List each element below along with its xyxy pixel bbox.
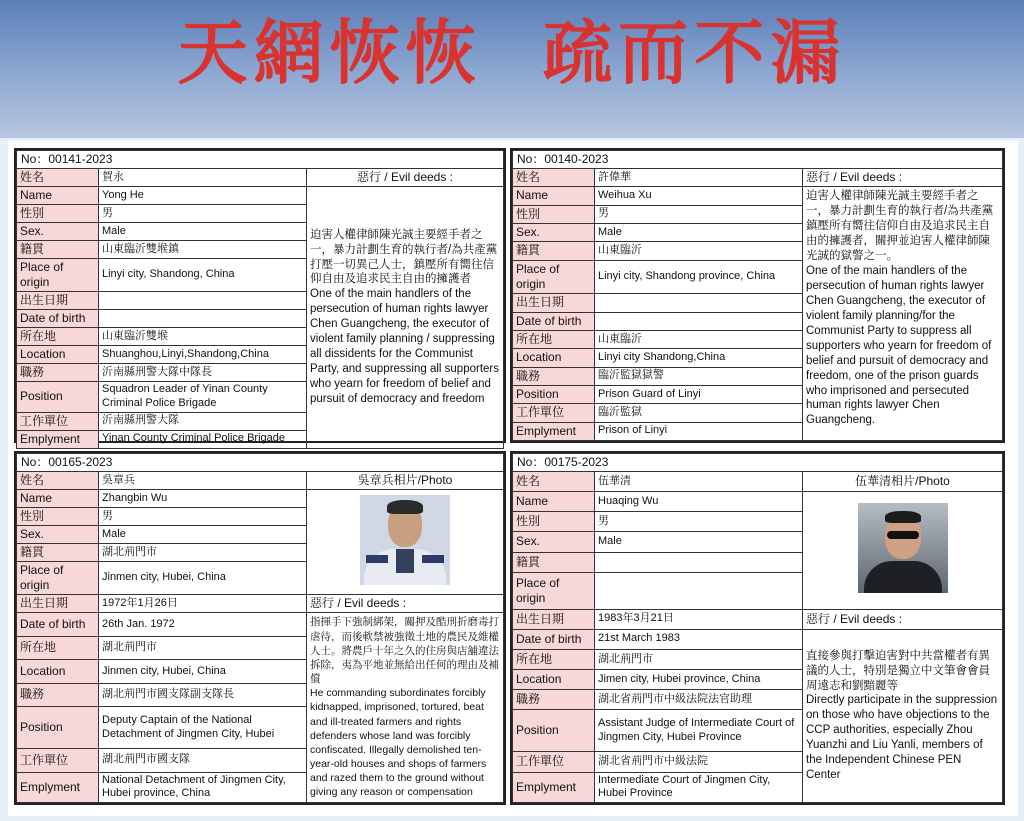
label-location-zh: 所在地 bbox=[17, 328, 99, 346]
label-sex-en: Sex. bbox=[513, 532, 595, 552]
label-work-zh: 工作單位 bbox=[17, 412, 99, 430]
position-en-value: Assistant Judge of Intermediate Court of Jingmen City, Hubei Province bbox=[595, 710, 803, 752]
sex-zh-value: 男 bbox=[99, 205, 307, 223]
name-zh-value: 伍華清 bbox=[595, 472, 803, 492]
card-number: No：00140-2023 bbox=[513, 151, 1003, 169]
label-sex-zh: 性別 bbox=[513, 512, 595, 532]
work-zh-value: 湖北荊門市國支隊 bbox=[99, 749, 307, 773]
location-en-value: Linyi city Shandong,China bbox=[595, 349, 803, 367]
work-zh-value: 湖北省荊門市中級法院 bbox=[595, 752, 803, 772]
person-photo bbox=[360, 495, 450, 585]
label-work-zh: 工作單位 bbox=[513, 404, 595, 422]
label-position-en: Position bbox=[17, 382, 99, 413]
dob-zh-value: 1972年1月26日 bbox=[99, 595, 307, 613]
label-work-zh: 工作單位 bbox=[513, 752, 595, 772]
position-zh-value: 沂南縣刑警大隊中隊長 bbox=[99, 364, 307, 382]
label-dob-zh: 出生日期 bbox=[17, 292, 99, 310]
wanted-card-00165 bbox=[14, 451, 506, 805]
label-location-en: Location bbox=[17, 346, 99, 364]
label-origin-zh: 籍貫 bbox=[17, 544, 99, 562]
label-sex-en: Sex. bbox=[17, 526, 99, 544]
work-en-value: National Detachment of Jingmen City, Hubei province, China bbox=[99, 772, 307, 803]
label-dob-en: Date of birth bbox=[17, 613, 99, 636]
origin-en-value: Linyi city, Shandong, China bbox=[99, 259, 307, 292]
card-number: No：00141-2023 bbox=[17, 151, 504, 169]
label-work-zh: 工作單位 bbox=[17, 749, 99, 773]
sex-en-value: Male bbox=[99, 223, 307, 241]
origin-zh-value: 山東臨沂 bbox=[595, 242, 803, 260]
position-en-value: Prison Guard of Linyi bbox=[595, 385, 803, 403]
position-zh-value: 湖北荊門市國支隊副支隊長 bbox=[99, 683, 307, 706]
sex-zh-value: 男 bbox=[595, 205, 803, 223]
position-zh-value: 湖北省荊門市中級法院法官助理 bbox=[595, 690, 803, 710]
label-origin-en: Place of origin bbox=[17, 259, 99, 292]
label-sex-en: Sex. bbox=[513, 223, 595, 241]
name-zh-value: 賀永 bbox=[99, 169, 307, 187]
location-zh-value: 山東臨沂雙堠 bbox=[99, 328, 307, 346]
photo-cell bbox=[307, 490, 504, 595]
name-en-value: Zhangbin Wu bbox=[99, 490, 307, 508]
header-banner bbox=[0, 0, 1024, 138]
wanted-card-00141 bbox=[14, 148, 506, 446]
label-position-zh: 職務 bbox=[17, 683, 99, 706]
sex-zh-value: 男 bbox=[99, 508, 307, 526]
label-sex-zh: 性別 bbox=[17, 508, 99, 526]
label-name-en: Name bbox=[513, 492, 595, 512]
label-position-zh: 職務 bbox=[513, 367, 595, 385]
deeds-zh: 指揮手下強制綁架，關押及酷刑折磨毒打虐待，而後軟禁被強徵土地的農民及維權人士。將農戶十年之久的住房與店舖違法拆除，夷為平地並無給出任何的理由及補償 bbox=[310, 616, 499, 686]
sex-en-value: Male bbox=[595, 223, 803, 241]
dob-en-value bbox=[99, 310, 307, 328]
work-zh-value: 沂南縣刑警大隊 bbox=[99, 412, 307, 430]
label-location-en: Location bbox=[513, 670, 595, 690]
evil-deeds-text bbox=[803, 187, 1003, 441]
location-zh-value: 山東臨沂 bbox=[595, 330, 803, 348]
label-dob-zh: 出生日期 bbox=[17, 595, 99, 613]
label-work-en: Emplyment bbox=[513, 422, 595, 440]
wanted-card-00175 bbox=[510, 451, 1005, 805]
label-origin-zh: 籍貫 bbox=[513, 552, 595, 572]
photo-caption: 伍華清相片/Photo bbox=[803, 472, 1003, 492]
origin-zh-value: 湖北荊門市 bbox=[99, 544, 307, 562]
deeds-zh: 直接參與打擊迫害對中共當權者有異議的人士，特別是獨立中文筆會會員周遠志和劉黯麗等 bbox=[806, 649, 990, 692]
evil-deeds-header: 惡行 / Evil deeds : bbox=[803, 169, 1003, 187]
origin-zh-value: 山東臨沂雙堠鎮 bbox=[99, 241, 307, 259]
dob-zh-value: 1983年3月21日 bbox=[595, 609, 803, 629]
label-dob-en: Date of birth bbox=[17, 310, 99, 328]
dob-en-value bbox=[595, 312, 803, 330]
deeds-en: Directly participate in the suppression on those who have objections to the CCP authorities, especially Zhou Yuanzhi and Liu Yanli, members of the Independent Chinese PEN Center bbox=[806, 694, 998, 782]
position-en-value: Squadron Leader of Yinan County Criminal Police Brigade bbox=[99, 382, 307, 413]
label-name-en: Name bbox=[17, 490, 99, 508]
deeds-en: He commanding subordinates forcibly kidnapped, imprisoned, tortured, beat and ill-treated farmers and rights defenders whose land was forcibly confiscated. Illegally demolished ten-year-old houses and shops of farmers and razed them to the ground without giving any reason or compensation bbox=[310, 687, 487, 799]
label-origin-zh: 籍貫 bbox=[513, 242, 595, 260]
position-en-value: Deputy Captain of the National Detachment of Jingmen City, Hubei bbox=[99, 707, 307, 749]
evil-deeds-text bbox=[307, 187, 504, 449]
deeds-en: One of the main handlers of the persecution of human rights lawyer Chen Guangcheng, the executor of violent family planning / suppressing all dissidents for the Communist Party, and suppressing all supporters who yearn for freedom of belief and pursuit of democracy and freedom bbox=[310, 288, 499, 405]
dob-zh-value bbox=[595, 294, 803, 312]
dob-zh-value bbox=[99, 292, 307, 310]
name-zh-value: 吳章兵 bbox=[99, 472, 307, 490]
name-en-value: Huaqing Wu bbox=[595, 492, 803, 512]
name-en-value: Yong He bbox=[99, 187, 307, 205]
label-origin-en: Place of origin bbox=[513, 260, 595, 294]
label-origin-en: Place of origin bbox=[513, 572, 595, 609]
origin-en-value bbox=[595, 572, 803, 609]
label-sex-zh: 性別 bbox=[17, 205, 99, 223]
label-origin-zh: 籍貫 bbox=[17, 241, 99, 259]
deeds-zh: 迫害人權律師陳光誠主要經手者之一，暴力計劃生育的執行者/為共產黨鎮壓所有嚮往信仰自由及追求民主自由的擁護者，關押並迫害人權律師陳光誠的獄警之一。 bbox=[806, 190, 994, 263]
origin-en-value: Linyi city, Shandong province, China bbox=[595, 260, 803, 294]
label-work-en: Emplyment bbox=[17, 430, 99, 448]
label-position-zh: 職務 bbox=[17, 364, 99, 382]
card-number: No：00165-2023 bbox=[17, 454, 504, 472]
label-dob-en: Date of birth bbox=[513, 312, 595, 330]
name-zh-value: 許偉華 bbox=[595, 169, 803, 187]
label-name-zh: 姓名 bbox=[17, 169, 99, 187]
sex-zh-value: 男 bbox=[595, 512, 803, 532]
work-en-value: Yinan County Criminal Police Brigade bbox=[99, 430, 307, 448]
name-en-value: Weihua Xu bbox=[595, 187, 803, 205]
evil-deeds-text bbox=[803, 629, 1003, 802]
evil-deeds-header: 惡行 / Evil deeds : bbox=[307, 595, 504, 613]
work-zh-value: 臨沂監獄 bbox=[595, 404, 803, 422]
label-position-en: Position bbox=[513, 385, 595, 403]
dob-en-value: 21st March 1983 bbox=[595, 629, 803, 649]
label-location-en: Location bbox=[17, 660, 99, 683]
origin-en-value: Jinmen city, Hubei, China bbox=[99, 562, 307, 595]
location-en-value: Jimen city, Hubei province, China bbox=[595, 670, 803, 690]
label-name-en: Name bbox=[513, 187, 595, 205]
label-location-zh: 所在地 bbox=[513, 330, 595, 348]
location-zh-value: 湖北荊門市 bbox=[99, 636, 307, 659]
location-en-value: Shuanghou,Linyi,Shandong,China bbox=[99, 346, 307, 364]
origin-zh-value bbox=[595, 552, 803, 572]
person-photo bbox=[858, 503, 948, 593]
label-location-zh: 所在地 bbox=[17, 636, 99, 659]
label-work-en: Emplyment bbox=[513, 772, 595, 803]
label-location-zh: 所在地 bbox=[513, 649, 595, 669]
location-zh-value: 湖北荊門市 bbox=[595, 649, 803, 669]
label-origin-en: Place of origin bbox=[17, 562, 99, 595]
evil-deeds-header: 惡行 / Evil deeds : bbox=[803, 609, 1003, 629]
label-position-en: Position bbox=[513, 710, 595, 752]
location-en-value: Jinmen city, Hubei, China bbox=[99, 660, 307, 683]
deeds-zh: 迫害人權律師陳光誠主要經手者之一，暴力計劃生育的執行者/為共產黨打壓一切異己人士，鎮壓所有嚮往信仰自由及追求民主自由的擁護者 bbox=[310, 228, 498, 286]
wanted-card-00140 bbox=[510, 148, 1005, 443]
label-name-zh: 姓名 bbox=[513, 472, 595, 492]
label-dob-zh: 出生日期 bbox=[513, 294, 595, 312]
sex-en-value: Male bbox=[99, 526, 307, 544]
label-name-zh: 姓名 bbox=[17, 472, 99, 490]
deeds-en: One of the main handlers of the persecution of human rights lawyer Chen Guangcheng, the executor of violent family planning/for the Communist Party to suppress all supporters who yearn for freedom of belief and pursuit of democracy and freedom, one of the prison guards who imprisoned and persecuted human rights lawyer Chen Guangcheng. bbox=[806, 265, 992, 427]
label-sex-zh: 性別 bbox=[513, 205, 595, 223]
dob-en-value: 26th Jan. 1972 bbox=[99, 613, 307, 636]
label-dob-zh: 出生日期 bbox=[513, 609, 595, 629]
label-position-en: Position bbox=[17, 707, 99, 749]
work-en-value: Prison of Linyi bbox=[595, 422, 803, 440]
sex-en-value: Male bbox=[595, 532, 803, 552]
card-number: No：00175-2023 bbox=[513, 454, 1003, 472]
label-dob-en: Date of birth bbox=[513, 629, 595, 649]
banner-title: 天網恢恢 疏而不漏 bbox=[177, 12, 847, 94]
evil-deeds-header: 惡行 / Evil deeds : bbox=[307, 169, 504, 187]
label-location-en: Location bbox=[513, 349, 595, 367]
label-sex-en: Sex. bbox=[17, 223, 99, 241]
position-zh-value: 臨沂監獄獄警 bbox=[595, 367, 803, 385]
label-work-en: Emplyment bbox=[17, 772, 99, 803]
label-position-zh: 職務 bbox=[513, 690, 595, 710]
photo-caption: 吳章兵相片/Photo bbox=[307, 472, 504, 490]
label-name-en: Name bbox=[17, 187, 99, 205]
work-en-value: Intermediate Court of Jingmen City, Hubei Province bbox=[595, 772, 803, 803]
label-name-zh: 姓名 bbox=[513, 169, 595, 187]
evil-deeds-text bbox=[307, 613, 504, 803]
photo-cell bbox=[803, 492, 1003, 609]
